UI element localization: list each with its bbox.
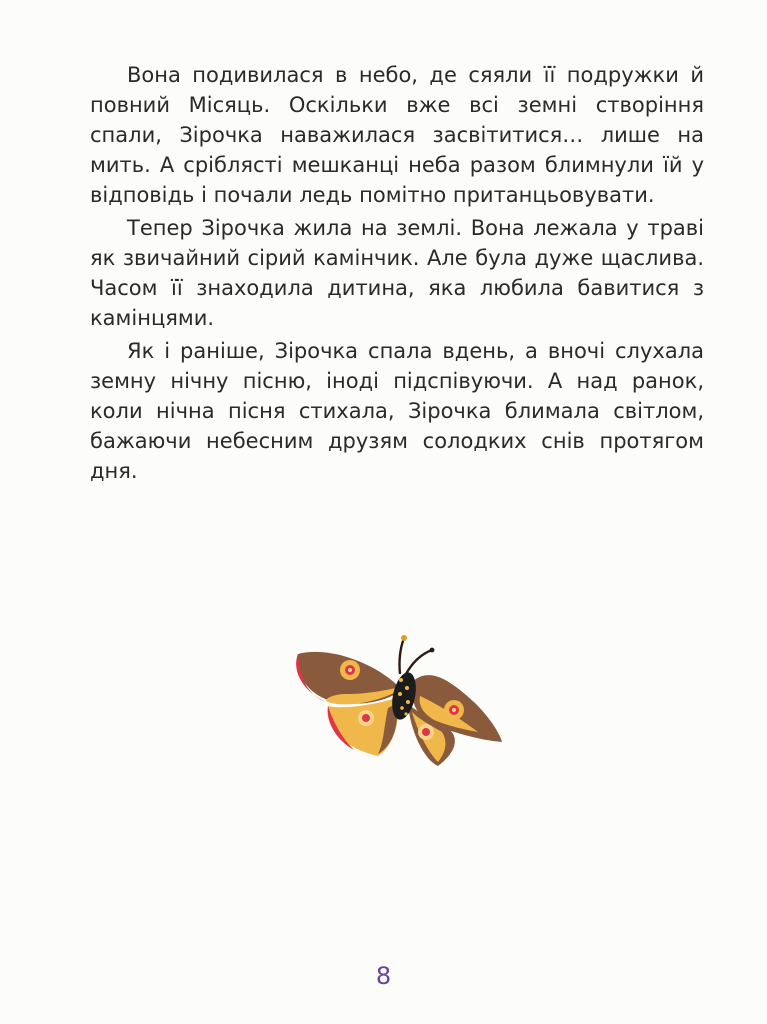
page-number: 8 — [375, 962, 392, 990]
paragraph: Вона подивилася в небо, де сяяли її подружки й повний Місяць. Оскільки вже всі земні створіння спали, Зірочка наважилася засвітитися… лише на мить. А сріблясті мешканці неба разом блимнули їй у відповідь і почали ледь помітно пританцьовувати. — [90, 63, 704, 207]
moth-illustration — [292, 632, 504, 770]
moth-icon — [292, 632, 504, 770]
paragraph: Як і раніше, Зірочка спала вдень, а вночі слухала земну нічну пісню, іноді підспівуючи. А над ранок, коли нічна пісня стихала, Зірочка блимала світлом, бажаючи небесним друзям солодких снів протягом дня. — [90, 339, 704, 483]
story-text — [90, 60, 704, 489]
paragraph: Тепер Зірочка жила на землі. Вона лежала у траві як звичайний сірий камінчик. Але була дуже щаслива. Часом її знаходила дитина, яка любила бавитися з камінцями. — [90, 216, 704, 330]
